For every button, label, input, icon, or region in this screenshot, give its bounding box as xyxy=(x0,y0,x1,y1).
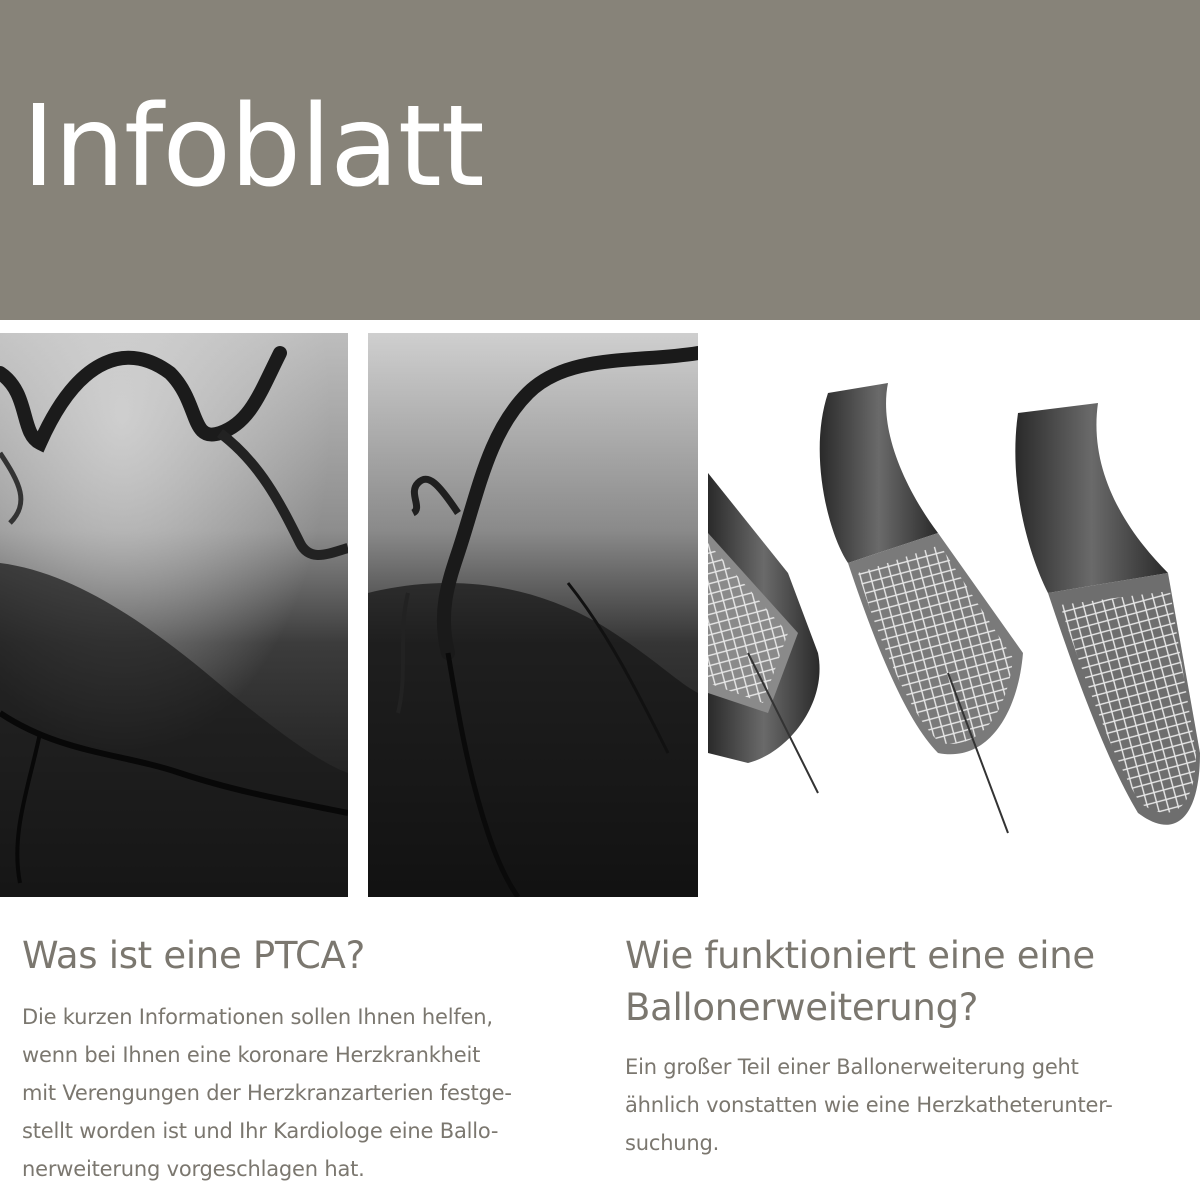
angiogram-before-image xyxy=(0,333,348,897)
angiogram-after-image xyxy=(368,333,698,897)
stent-illustration-image xyxy=(708,333,1200,897)
stent-in-artery-illustration-icon xyxy=(708,333,1200,897)
coronary-angiogram-icon xyxy=(0,333,348,897)
section-body xyxy=(625,1048,1185,1162)
body-line: suchung. xyxy=(625,1131,720,1155)
body-line: nerweiterung vorgeschlagen hat. xyxy=(22,1157,365,1181)
body-line: ähnlich vonstatten wie eine Herzkatheterunter- xyxy=(625,1093,1113,1117)
heading-line: Ballonerweiterung? xyxy=(625,986,979,1029)
section-what-is-ptca xyxy=(22,930,582,1188)
coronary-angiogram-icon xyxy=(368,333,698,897)
body-line: stellt worden ist und Ihr Kardiologe eine Ballo- xyxy=(22,1119,499,1143)
body-line: wenn bei Ihnen eine koronare Herzkrankheit xyxy=(22,1043,481,1067)
page-title: Infoblatt xyxy=(22,82,484,212)
heading-line: Wie funktioniert eine eine xyxy=(625,934,1095,977)
section-body xyxy=(22,998,582,1188)
section-how-it-works xyxy=(625,930,1185,1162)
header-banner xyxy=(0,0,1200,320)
section-heading: Was ist eine PTCA? xyxy=(22,934,365,977)
section-heading xyxy=(625,930,1185,1034)
body-line: Die kurzen Informationen sollen Ihnen helfen, xyxy=(22,1005,493,1029)
body-line: Ein großer Teil einer Ballonerweiterung geht xyxy=(625,1055,1079,1079)
body-line: mit Verengungen der Herzkranzarterien festge- xyxy=(22,1081,512,1105)
